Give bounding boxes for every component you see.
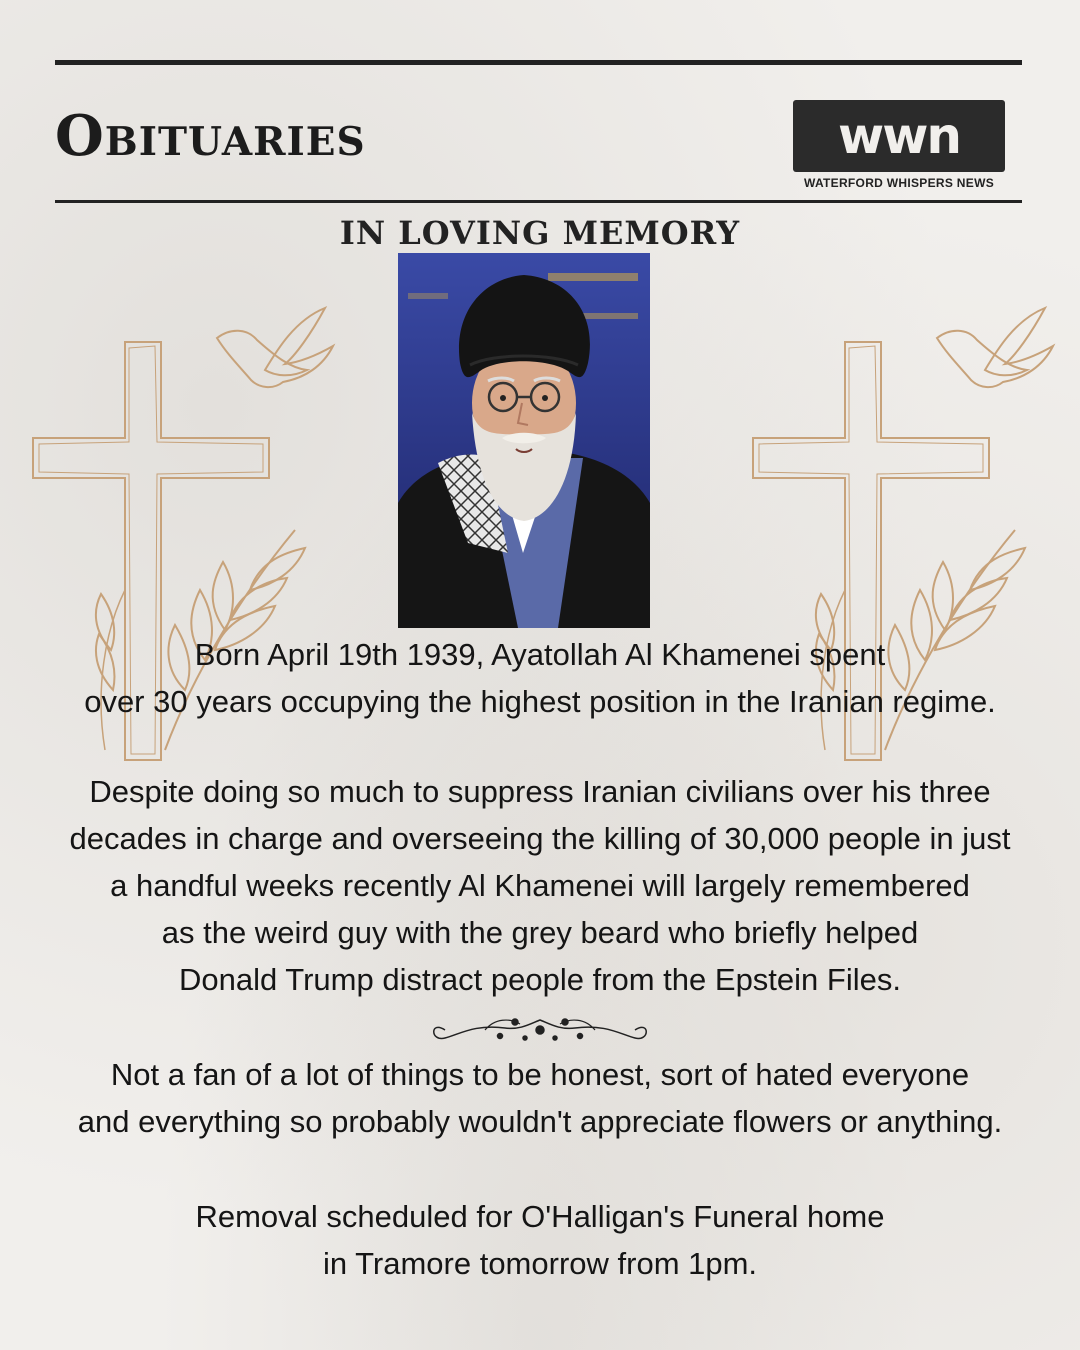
masthead-bottom-rule	[55, 200, 1022, 203]
in-loving-memory-heading: IN LOVING MEMORY	[339, 214, 741, 252]
paragraph-line: a handful weeks recently Al Khamenei will largely remembered	[110, 868, 970, 903]
paragraph-line: in Tramore tomorrow from 1pm.	[322, 1246, 758, 1281]
wwn-logo-caption: WATERFORD WHISPERS NEWS	[803, 176, 994, 190]
wwn-logo-mark	[793, 100, 1005, 172]
wwn-logo-letters: wwn	[838, 107, 960, 165]
obituary-paragraph-flowers	[40, 1051, 1040, 1145]
obituary-paragraph-removal	[40, 1193, 1040, 1287]
paragraph-line: Removal scheduled for O'Halligan's Funeral home	[195, 1199, 885, 1234]
masthead-title: Obituaries	[55, 103, 366, 169]
paragraph-line: as the weird guy with the grey beard who briefly helped	[161, 915, 919, 950]
obituary-paragraph-legacy	[40, 768, 1040, 1003]
paragraph-line: Donald Trump distract people from the Epstein Files.	[179, 962, 901, 997]
flourish-divider-icon	[425, 1010, 655, 1050]
paragraph-line: and everything so probably wouldn't appreciate flowers or anything.	[77, 1104, 1003, 1139]
paragraph-line: over 30 years occupying the highest position in the Iranian regime.	[84, 684, 996, 719]
paragraph-line: decades in charge and overseeing the killing of 30,000 people in just	[69, 821, 1011, 856]
masthead-top-rule	[55, 60, 1022, 65]
portrait-illustration	[398, 253, 650, 628]
obituary-paragraph-birth	[40, 631, 1040, 725]
paragraph-line: Born April 19th 1939, Ayatollah Al Khamenei spent	[194, 637, 886, 672]
wwn-logo[interactable]	[793, 100, 1005, 190]
paragraph-line: Not a fan of a lot of things to be honest, sort of hated everyone	[110, 1057, 970, 1092]
paragraph-line: Despite doing so much to suppress Iranian civilians over his three	[89, 774, 991, 809]
portrait-photo	[398, 253, 650, 628]
